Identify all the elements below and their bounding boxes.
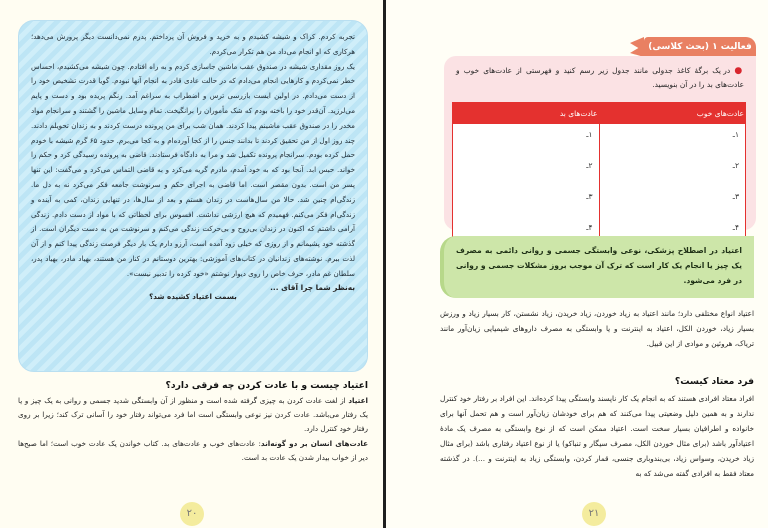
habit-section <box>18 380 368 465</box>
table-row <box>453 124 746 156</box>
story-paragraph-2: یک روز مقداری شیشه در صندوق عقب ماشین جاسازی کردم و به راه افتادم. چون شیشه می‌کشیدم، احساس خطر نمی‌کردم و کارهایی انجام می‌دادم که در حالت عادی قادر به انجام آنها نبودم. گویا قدرت تشخیص خود را از دست می‌دادم. در اولین ایست بازرسی ترس و اضطراب به سراغم آمد. رنگم پریده بود و دست و پایم می‌لرزید. آن‌قدر خود را باخته بودم که شک مأموران را برانگیخت. تمام وسایل ماشین را گشتند و سرانجام مواد مخدر را در صندوق عقب ماشینم پیدا کردند. همان شب برای من پرونده درست کردند و به زندان تحویلم دادند. چند روز اول از من تحقیق کردند تا بدانند جنس را از کجا آورده‌ام و به کجا می‌برم. حدود ۶۵ گرم شیشه با خودم حمل کرده بودم. سرانجام پرونده تکمیل شد و مرا به دادگاه فرستادند. قاضی به پرونده رسیدگی کرد و حکم را خواند. حبس ابد. آنجا بود که به خود آمدم، مادرم گریه می‌کرد و به قاضی التماس می‌کرد و می‌گفت: این تنها پسر من است. بدون مقصر است. اما قاضی به اجرای حکم و سرنوشت جامعه فکر می‌کرد نه به دل ما. زندگی‌ام چنین شد. حالا من سال‌هاست در زندان هستم و بعد از سال‌ها، در تنهایی زندان، کمی به آینده و زندگی‌ام فکر می‌کنم. فهمیدم که هیچ ارزشی نداشت. افسوس برای لحظاتی که با مواد از دست دادم. زندگی آرامی داشتم که اکنون در زندان بی‌روح و بی‌حرکت زندگی می‌کنم و سرنوشت من به دست دیگران است. از گذشته خود پشیمانم و از روزی که خیلی زود آمده است، آرزو دارم یک بار دیگر فرصت زندگی پیدا کنم و از آن لذت ببرم. نوشته‌های زندانیان در کتاب‌های آموزشی: بهترین دوستانم در کنار من هستند، بهیاد مادر، بهیاد پدر، سلطان غم مادر، حرف خاص را روی دیوار نوشتم «خود کرده را تدبیر نیست». <box>31 61 356 278</box>
activity-instruction-text: در یک برگهٔ کاغذ جدولی مانند جدول زیر رسم کنید و فهرستی از عادت‌های خوب و عادت‌های بد را در آن بنویسید. <box>456 66 744 89</box>
habit-table <box>452 102 746 249</box>
activity-box <box>444 56 756 230</box>
table-cell: ۲ـ <box>599 155 746 186</box>
table-cell: ۲ـ <box>453 155 600 186</box>
story-box <box>18 20 368 372</box>
para-1-text: از لغت عادت کردن به چیزی گرفته شده است و منظور از آن وابستگی شدید جسمی و روانی به یک چیز و یا یک رفتار می‌باشد. عادت کردن نیز نوعی وابستگی است اما فرد می‌تواند رفتار خود را آسانی ترک کند؛ زیرا بر روی رفتار خود کنترل دارد. <box>18 396 368 434</box>
activity-tab: فعالیت ۱ (بحث کلاسی) <box>644 37 756 57</box>
table-cell: ۱ـ <box>453 124 600 156</box>
term-habit-types: عادت‌های انسان بر دو گونه‌اند <box>260 438 368 448</box>
addiction-types <box>440 306 754 351</box>
para-2-text: : عادت‌های خوب و عادت‌های بد. کتاب خواندن یک عادت خوب است؛ اما صبح‌ها دیر از خواب بیدار شدن یک عادت بد است. <box>18 438 368 462</box>
term-addiction: اعتیاد <box>348 396 368 405</box>
addict-section <box>440 376 754 481</box>
table-cell: ۴ـ <box>599 217 746 249</box>
addict-section-text: افراد معتاد افرادی هستند که به انجام یک کار ناپسند وابستگی پیدا کرده‌اند. این افراد بر رفتار خود کنترل ندارند و به همین دلیل وضعیتی پیدا می‌کنند که هم برای خودشان زیان‌آور است و هم تحمل آنها برای خانواده و اطرافیان بسیار سخت است. اعتیاد ممکن است که از نوع وابستگی به مصرف یک مادهٔ اعتیادآور باشد (برای مثال خوردن الکل، مصرف سیگار و تنباکو) یا از نوع اعتیاد رفتاری باشد (برای مثال زیاد خریدن، وسواس زیاد، بی‌بندوباری جنسی، قمار کردن، وابستگی زیاد به اینترنت و ...). در گذشته معتاد فقط به افرادی گفته می‌شد که به <box>440 394 754 478</box>
table-header-bad: عادت‌های بد <box>453 103 600 124</box>
addiction-types-text: اعتیاد انواع مختلفی دارد؛ مانند اعتیاد به زیاد خوردن، زیاد خریدن، زیاد نشستن، کار بسیار زیاد و ورزش بسیار زیاد، خوردن الکل، اعتیاد به اینترنت و یا وابستگی به مصرف داروهای شیمیایی زیان‌آور مانند تریاک، هروئین و موادی از این قبیل. <box>440 309 754 348</box>
right-page-number: ۲۱ <box>582 502 606 526</box>
right-page <box>386 0 768 528</box>
table-row <box>453 155 746 186</box>
table-cell: ۳ـ <box>599 186 746 217</box>
left-page-number: ۲۰ <box>180 502 204 526</box>
activity-instruction <box>456 64 744 92</box>
story-question-end: بسمت اعتیاد کشیده شد؟ <box>149 291 237 301</box>
table-cell: ۴ـ <box>453 217 600 249</box>
habit-section-para-2 <box>18 437 368 465</box>
story-paragraph-1: تجربه کردم. کراک و شیشه کشیدم و به خرید و فروش آن پرداختم. پدرم نمی‌دانست دیگر پرورش می‌دهد؛ هرکاری که او انجام می‌داد من هم تکرار می‌کردم. <box>31 32 355 56</box>
bullet-icon: ● <box>734 66 744 76</box>
table-cell: ۳ـ <box>453 186 600 217</box>
table-header-good: عادت‌های خوب <box>599 103 746 124</box>
table-row <box>453 186 746 217</box>
addict-section-heading: فرد معتاد کیست؟ <box>674 376 754 387</box>
definition-box <box>440 236 754 298</box>
story-question: به‌نظر شما چرا آقای ... <box>270 282 355 292</box>
habit-section-heading: اعتیاد چیست و با عادت کردن چه فرقی دارد؟ <box>165 380 368 391</box>
table-cell: ۱ـ <box>599 124 746 156</box>
definition-text: اعتیاد در اصطلاح پزشکی، نوعی وابستگی جسمی و روانی دائمی به مصرف یک چیز یا انجام یک کار است که ترک آن موجب بروز مشکلات جسمی و روانی در فرد می‌شود. <box>456 246 742 285</box>
habit-section-para-1 <box>18 394 368 437</box>
